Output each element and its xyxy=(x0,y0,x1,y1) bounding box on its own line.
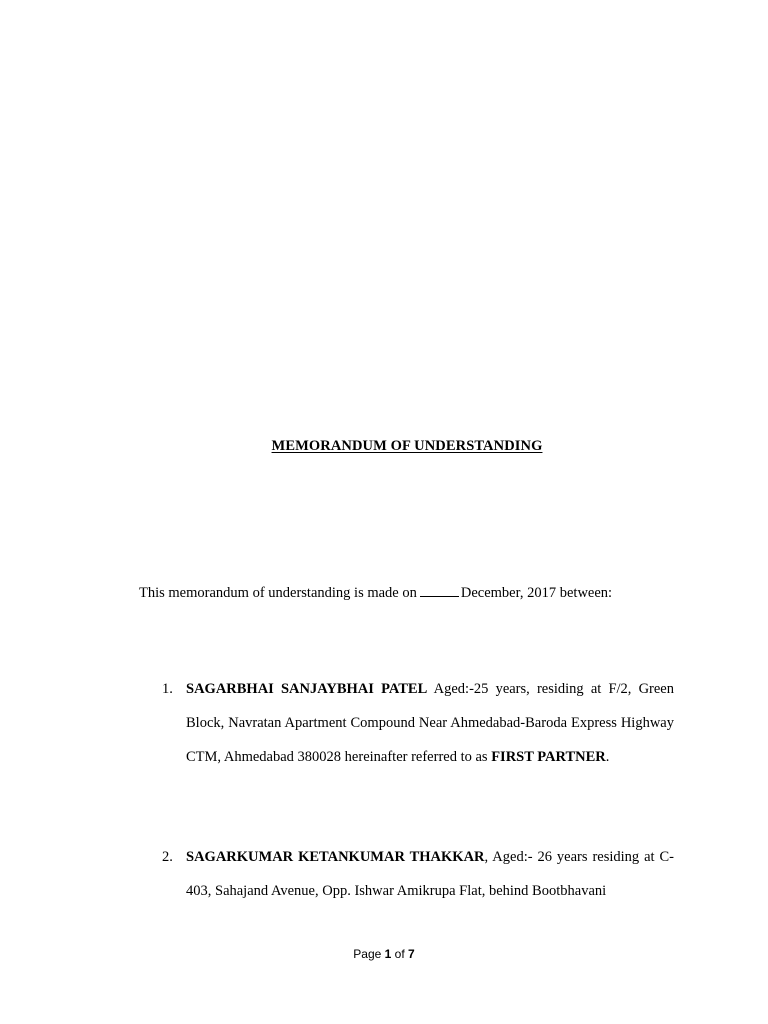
date-blank-line xyxy=(420,584,459,597)
page-footer xyxy=(0,947,768,961)
party-end-1: . xyxy=(605,749,610,765)
page-total: 7 xyxy=(408,947,415,961)
of-label: of xyxy=(394,947,405,961)
party-details-1: Aged:-25 years, residing at F/2, Green Block, Navratan Apartment Compound Near Ahmedabad-Baroda Express Highway CTM, Ahmedabad 380028 hereinafter referred to as xyxy=(186,681,674,765)
party-number-2: 2. xyxy=(162,849,173,865)
party-name-2: SAGARKUMAR KETANKUMAR THAKKAR xyxy=(186,849,485,865)
page-label: Page xyxy=(353,947,382,961)
party-body-2 xyxy=(186,840,674,908)
party-role-1: FIRST PARTNER xyxy=(491,749,606,765)
intro-text-before: This memorandum of understanding is made on xyxy=(139,585,417,601)
page-current: 1 xyxy=(384,947,392,961)
party-name-1: SAGARBHAI SANJAYBHAI PATEL xyxy=(186,681,428,697)
party-item-2 xyxy=(162,849,674,909)
intro-paragraph xyxy=(139,584,612,602)
party-details-2: , Aged:- 26 years residing at C-403, Sahajand Avenue, Opp. Ishwar Amikrupa Flat, behind Bootbhavani xyxy=(186,849,674,899)
document-title: MEMORANDUM OF UNDERSTANDING xyxy=(271,438,543,454)
party-body-1 xyxy=(186,672,674,774)
party-item-1 xyxy=(162,681,674,811)
intro-text-after: December, 2017 between: xyxy=(460,585,613,601)
party-number-1: 1. xyxy=(162,681,173,697)
